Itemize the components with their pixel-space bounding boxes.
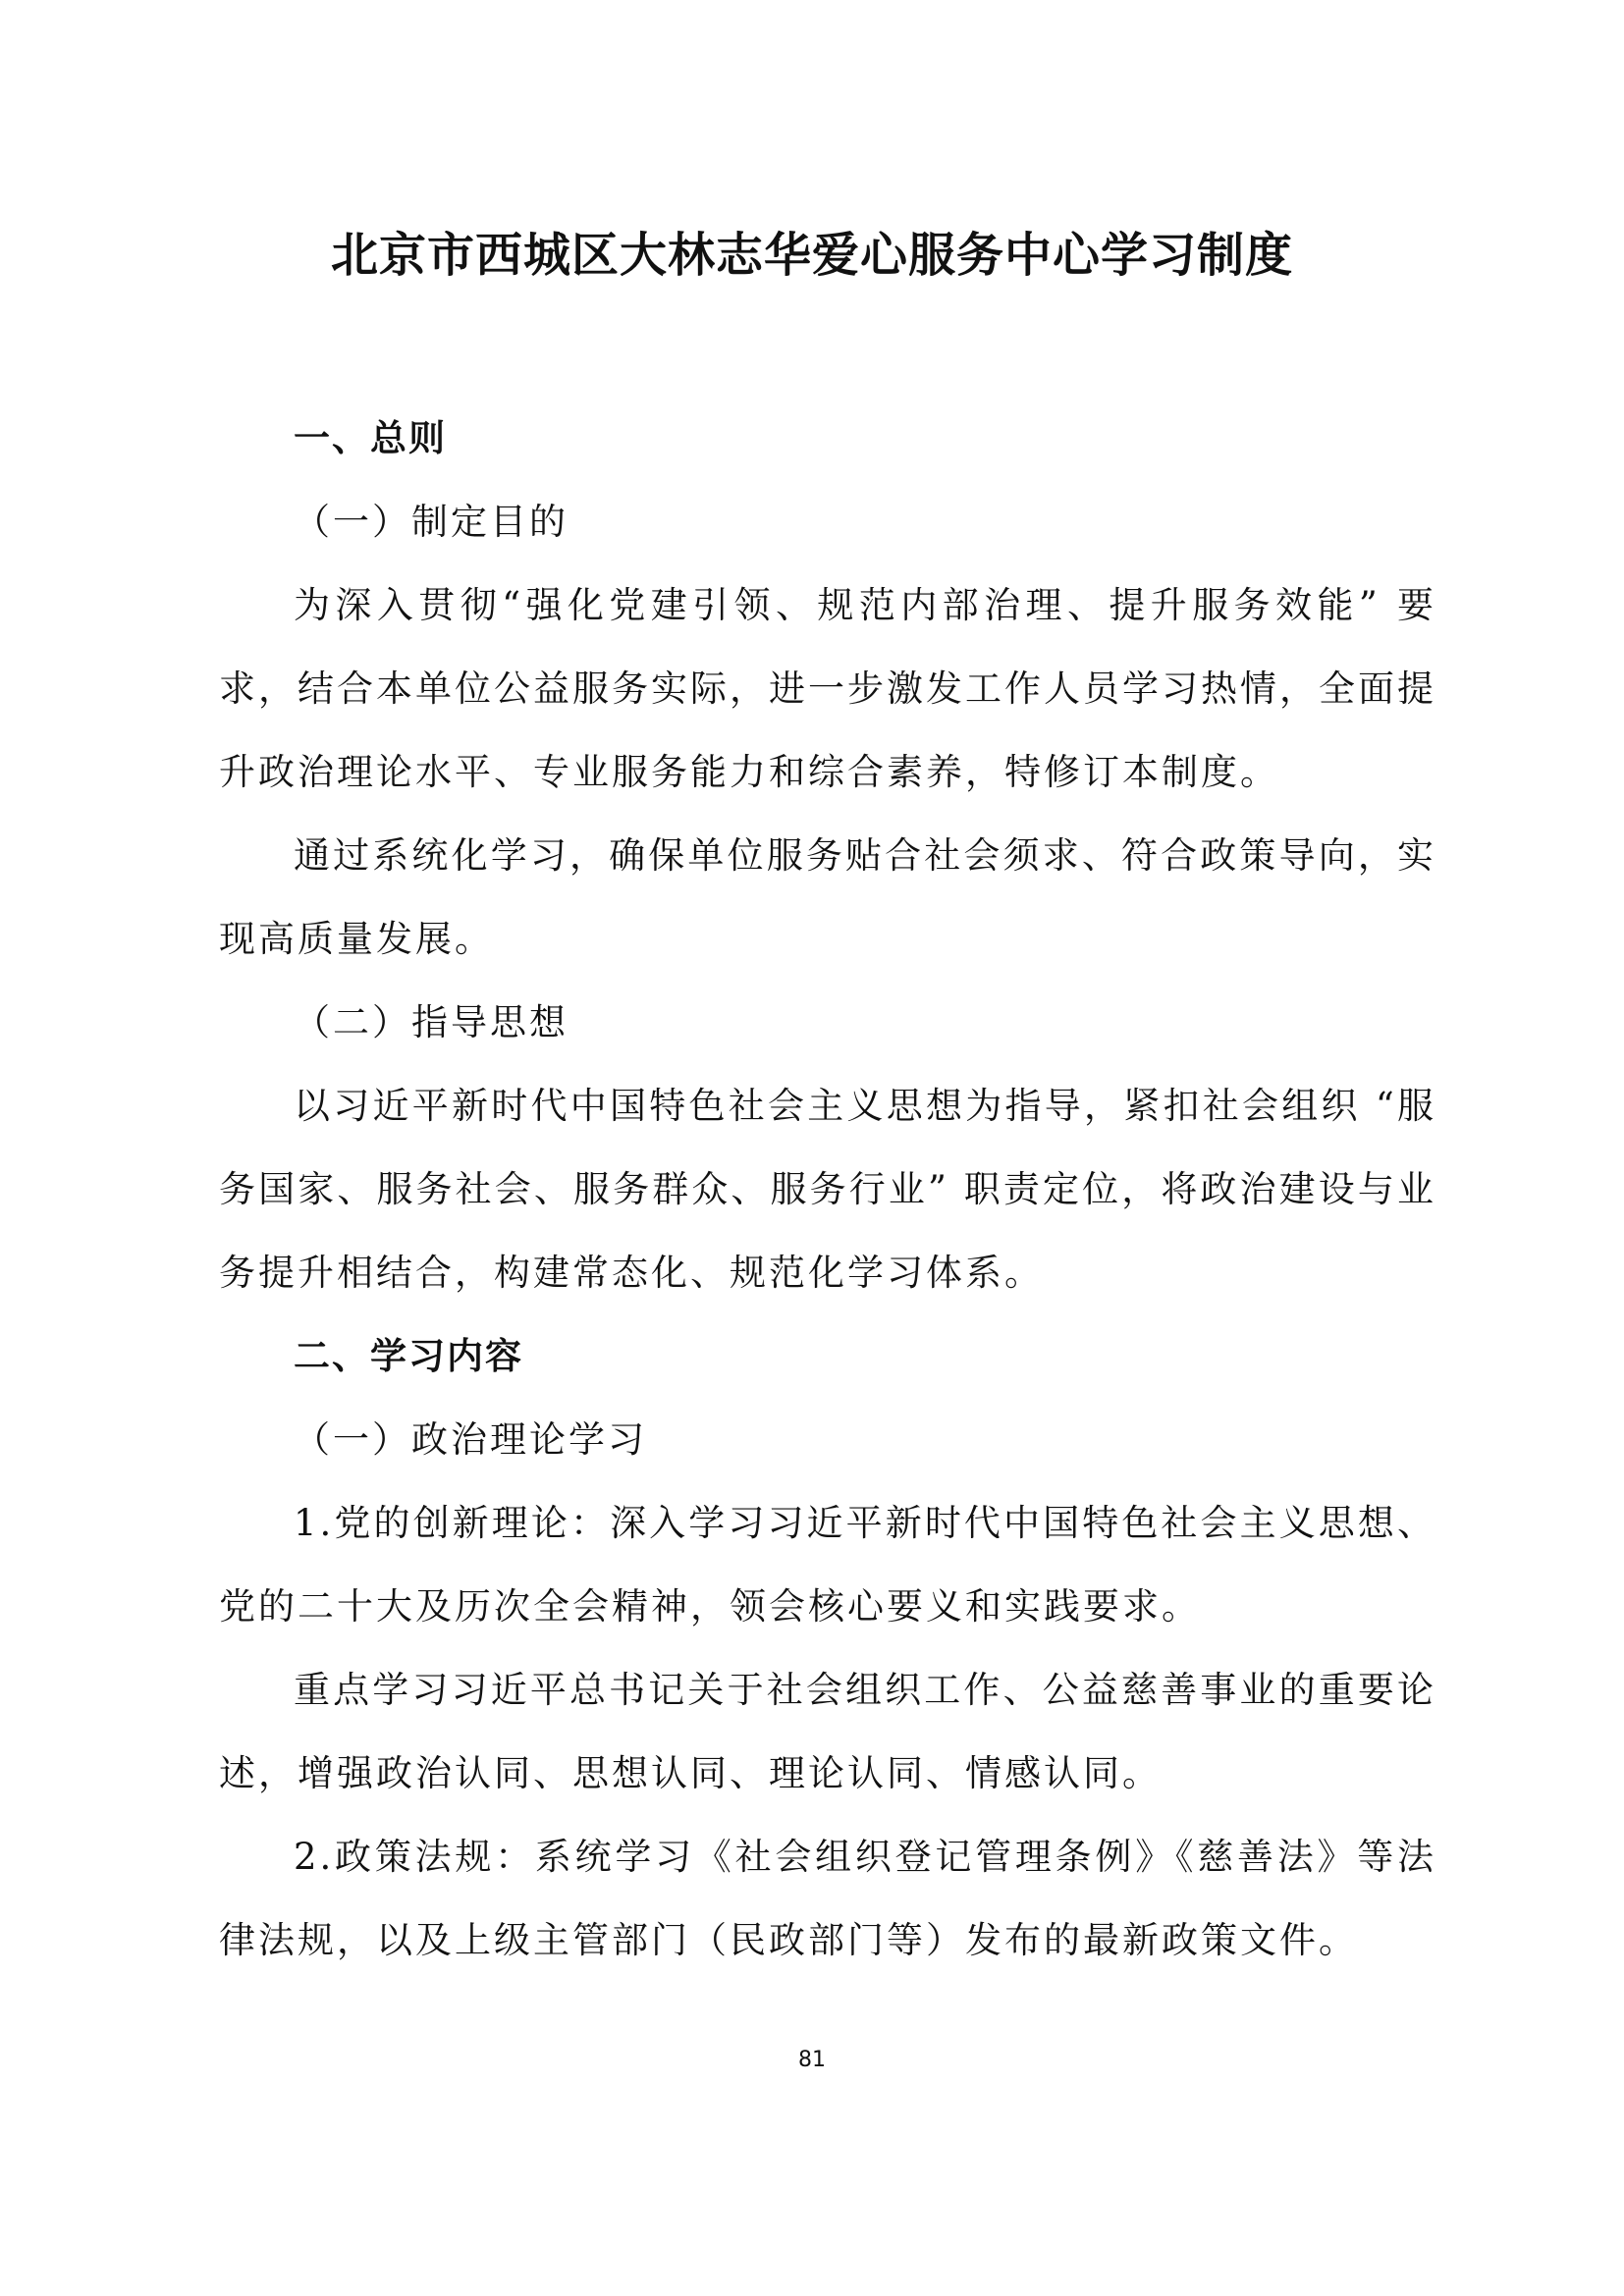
document-title: 北京市西城区大林志华爱心服务中心学习制度: [330, 228, 1293, 283]
section-heading-learning-content: 二、学习内容: [294, 1335, 523, 1377]
paragraph-purpose-1: 为深入贯彻“强化党建引领、规范内部治理、提升服务效能” 要求，结合本单位公益服务实际，进一步激发工作人员学习热情，全面提升政治理论水平、专业服务能力和综合素养，特修订本制度。: [219, 584, 1436, 793]
paragraph-purpose-2: 通过系统化学习，确保单位服务贴合社会须求、符合政策导向，实现高质量发展。: [219, 834, 1436, 960]
section-heading-general: 一、总则: [294, 417, 447, 459]
paragraph-guiding-ideology: 以习近平新时代中国特色社会主义思想为指导，紧扣社会组织 “服务国家、服务社会、服务群众、服务行业” 职责定位，将政治建设与业务提升相结合，构建常态化、规范化学习体系。: [219, 1085, 1436, 1294]
paragraph-policy-regulations: 2.政策法规：系统学习《社会组织登记管理条例》《慈善法》等法律法规，以及上级主管部门（民政部门等）发布的最新政策文件。: [219, 1836, 1436, 1961]
subsection-heading-political-theory: （一）政治理论学习: [294, 1418, 647, 1461]
subsection-heading-purpose: （一）制定目的: [294, 501, 568, 543]
subsection-heading-guiding-ideology: （二）指导思想: [294, 1001, 568, 1043]
document-body: [219, 397, 1436, 1982]
page-number: 81: [798, 2048, 826, 2072]
paragraph-innovation-theory: 1.党的创新理论：深入学习习近平新时代中国特色社会主义思想、党的二十大及历次全会精神，领会核心要义和实践要求。: [219, 1502, 1436, 1628]
paragraph-key-study: 重点学习习近平总书记关于社会组织工作、公益慈善事业的重要论述，增强政治认同、思想认同、理论认同、情感认同。: [219, 1669, 1436, 1794]
